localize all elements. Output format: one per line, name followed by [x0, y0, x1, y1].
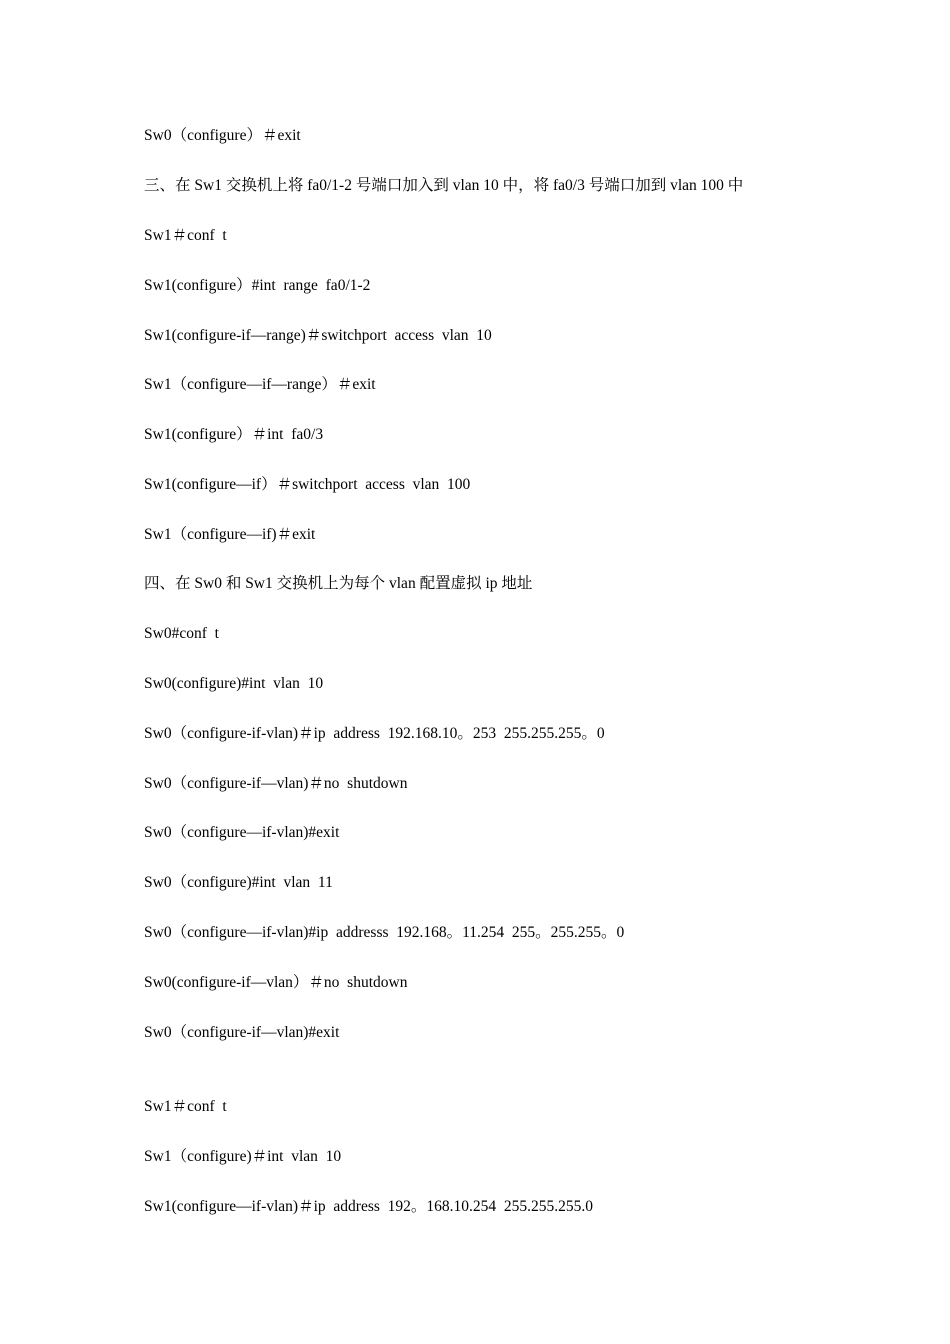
text-line: Sw1＃conf t	[144, 227, 227, 244]
text-line: Sw1（configure—if)＃exit	[144, 526, 316, 543]
text-line: Sw0（configure—if-vlan)#ip addresss 192.168。11.254 255。255.255。0	[144, 924, 625, 941]
text-line: Sw0(configure)#int vlan 10	[144, 675, 324, 692]
text-line: Sw0（configure—if-vlan)#exit	[144, 824, 340, 841]
text-line: Sw1(configure—if）＃switchport access vlan 100	[144, 476, 471, 493]
text-line: Sw0（configure-if—vlan)＃no shutdown	[144, 775, 408, 792]
text-line: Sw1（configure—if—range）＃exit	[144, 376, 376, 393]
text-line: Sw0（configure-if—vlan)#exit	[144, 1024, 340, 1041]
text-line: Sw1＃conf t	[144, 1098, 227, 1115]
text-line: Sw1（configure)＃int vlan 10	[144, 1148, 342, 1165]
text-line: Sw0（configure-if-vlan)＃ip address 192.168.10。253 255.255.255。0	[144, 725, 605, 742]
text-line: Sw1(configure）#int range fa0/1-2	[144, 277, 371, 294]
text-line: Sw0（configure）＃exit	[144, 127, 301, 144]
section-heading-3: 三、在 Sw1 交换机上将 fa0/1-2 号端口加入到 vlan 10 中，将 fa0/3 号端口加到 vlan 100 中	[144, 177, 744, 194]
text-line: Sw0#conf t	[144, 625, 219, 642]
section-heading-4: 四、在 Sw0 和 Sw1 交换机上为每个 vlan 配置虚拟 ip 地址	[144, 575, 533, 592]
text-line: Sw1(configure）＃int fa0/3	[144, 426, 324, 443]
text-line: Sw1(configure-if—range)＃switchport access vlan 10	[144, 327, 492, 344]
text-line: Sw0(configure-if—vlan）＃no shutdown	[144, 974, 408, 991]
text-line: Sw0（configure)#int vlan 11	[144, 874, 333, 891]
text-line: Sw1(configure—if-vlan)＃ip address 192。168.10.254 255.255.255.0	[144, 1198, 594, 1215]
